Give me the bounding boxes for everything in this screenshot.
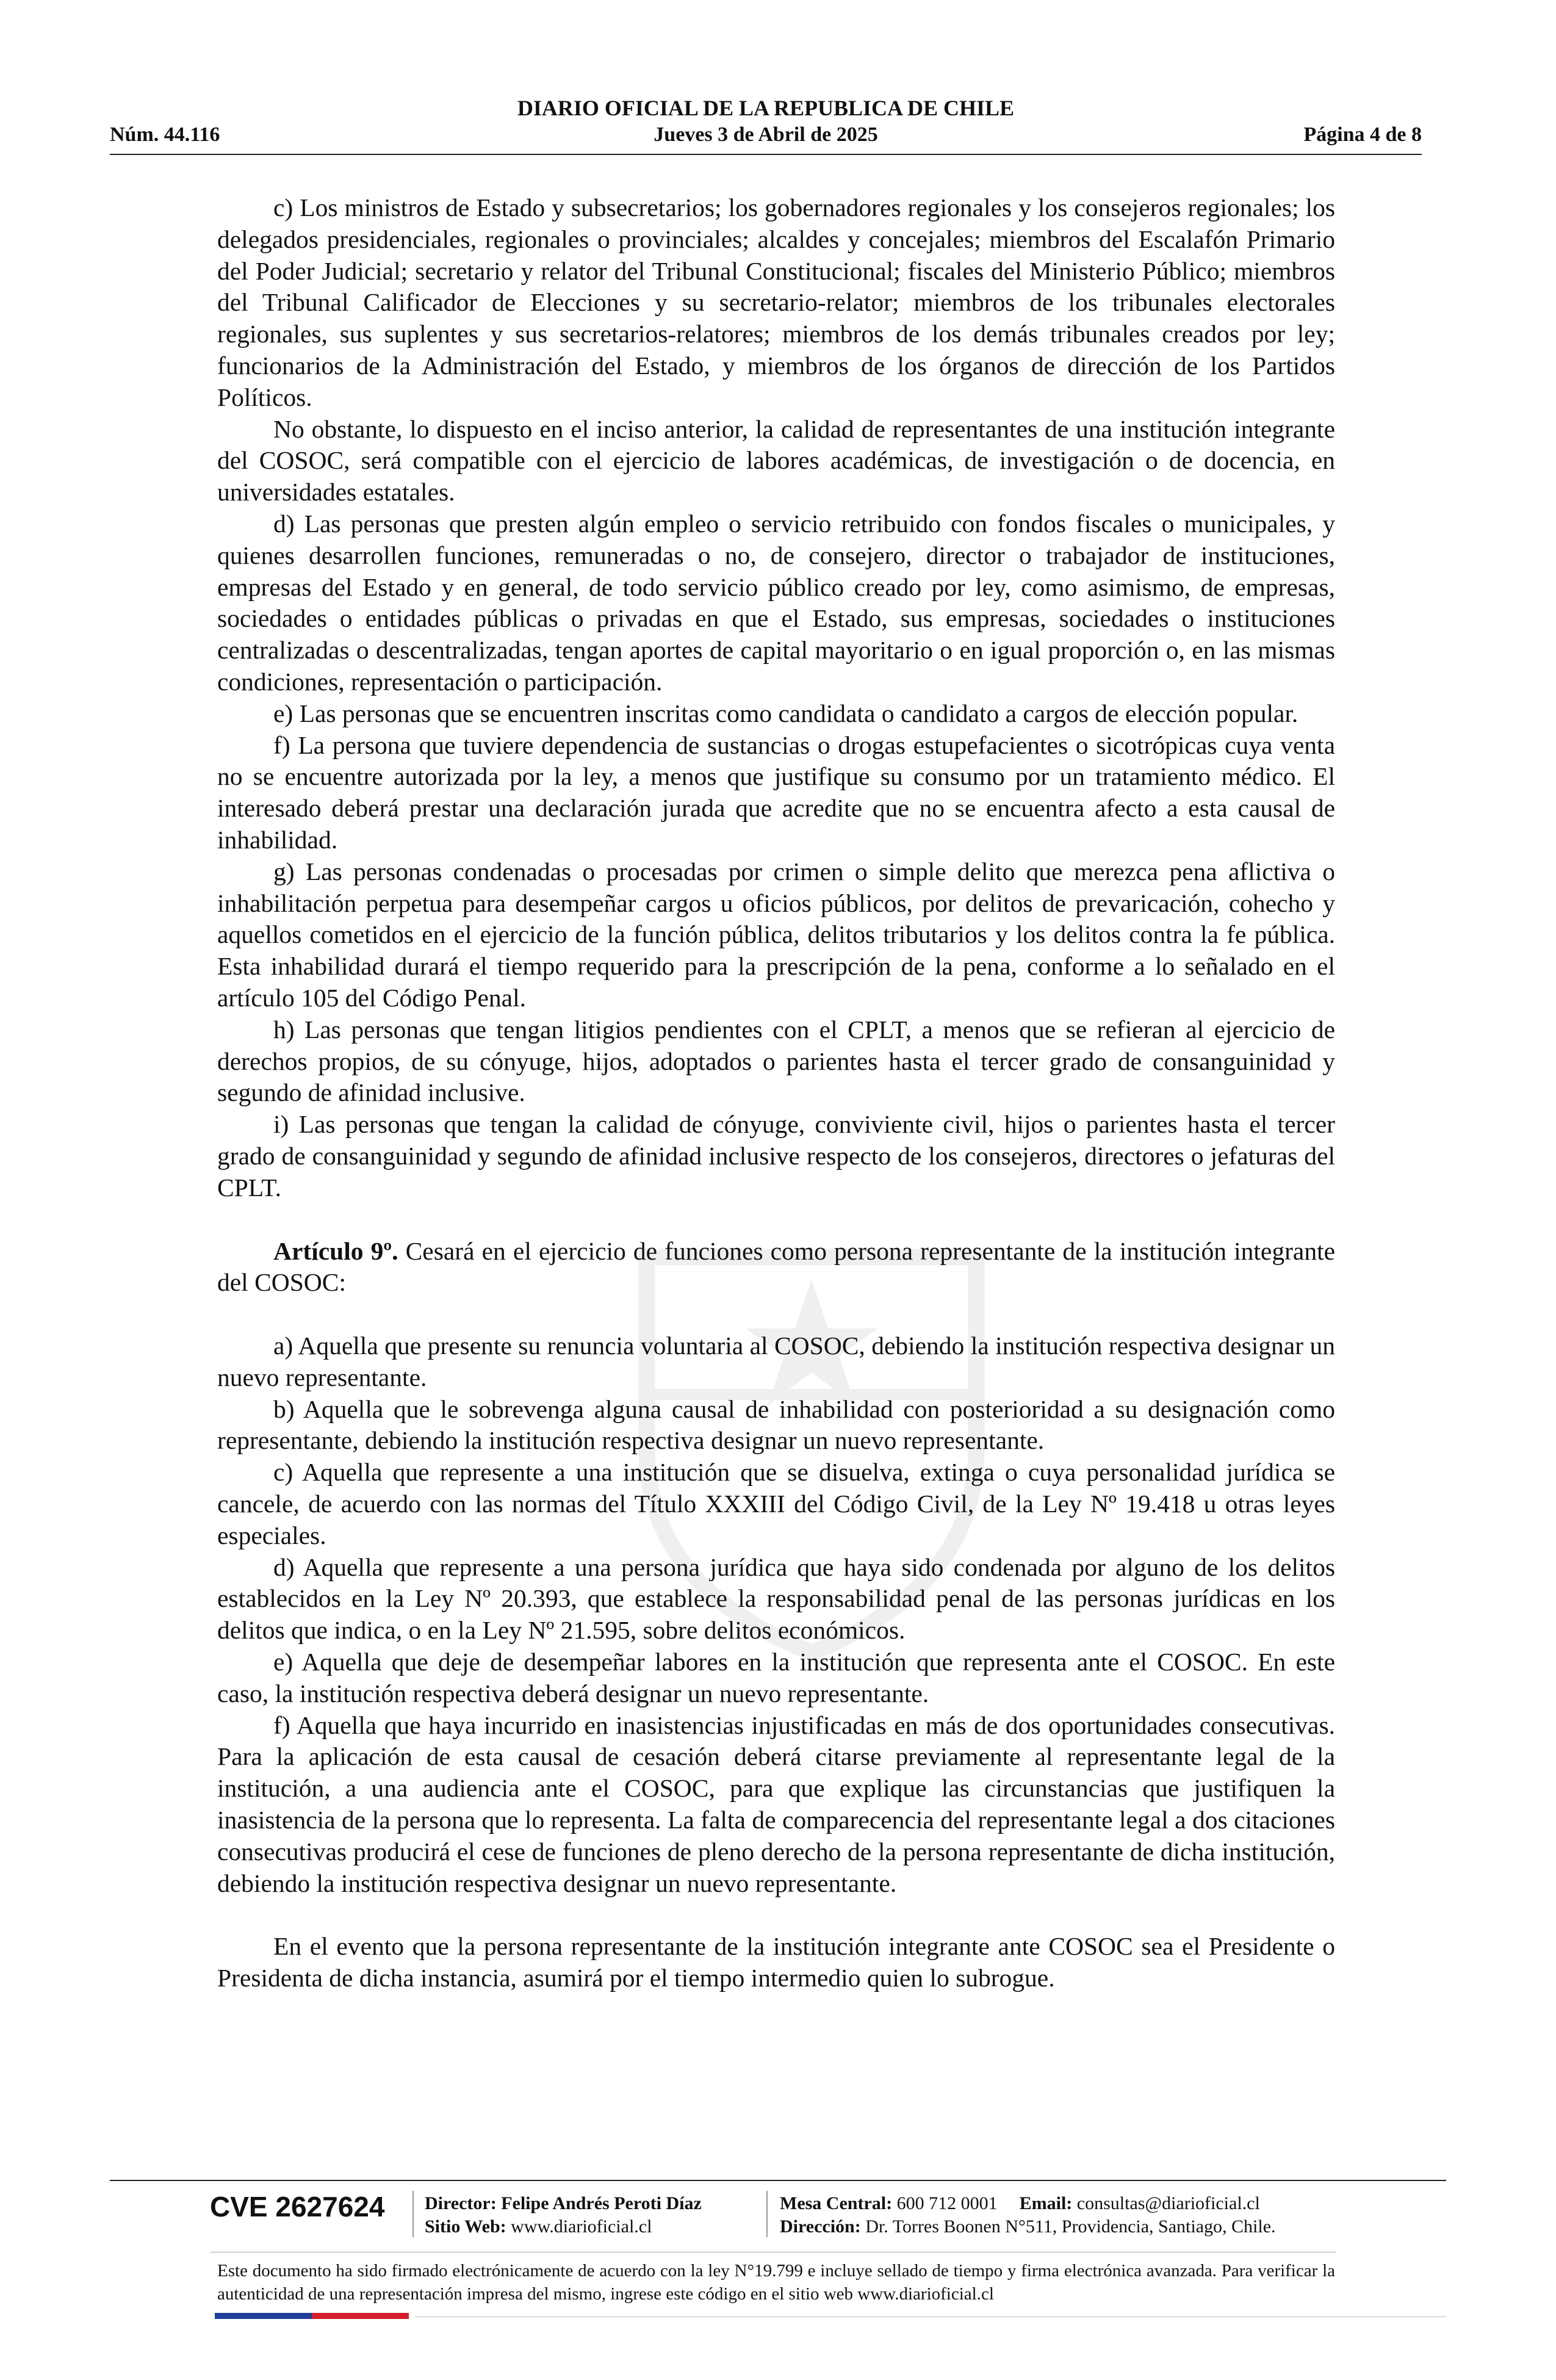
mesa-label: Mesa Central: <box>780 2193 893 2213</box>
gazette-title: DIARIO OFICIAL DE LA REPUBLICA DE CHILE <box>517 96 1015 120</box>
flag-red-segment <box>312 2313 409 2319</box>
issue-date: Jueves 3 de Abril de 2025 <box>654 123 878 146</box>
footer-separator <box>766 2191 768 2237</box>
cessation-e: e) Aquella que deje de desempeñar labores en la institución que representa ante el COSOC. En este caso, la institución respectiva deberá designar un nuevo representante. <box>217 1648 1335 1707</box>
page-header <box>110 93 1422 155</box>
footer-director-block <box>425 2192 702 2238</box>
director-label: Director: <box>425 2193 497 2213</box>
article-9-intro <box>217 1236 1335 1299</box>
paragraph-e: e) Las personas que se encuentren inscritas como candidata o candidato a cargos de elección popular. <box>273 699 1298 727</box>
article-9-heading: Artículo 9º. <box>273 1236 398 1265</box>
paragraph-d: d) Las personas que presten algún empleo o servicio retribuido con fondos fiscales o municipales, y quienes desarrollen funciones, remuneradas o no, de consejero, director o trabajador de instituciones, empresas del Estado y en general, de todo servicio público creado por ley, como asimismo, de empresas, sociedades o entidades públicas o privadas en que el Estado, sus empresas, sociedades o instituciones centralizadas o descentralizadas, tengan aportes de capital mayoritario o en igual proporción o, en las mismas condiciones, representación o participación. <box>217 509 1335 696</box>
email-link[interactable]: consultas@diarioficial.cl <box>1076 2193 1260 2213</box>
footer-separator <box>412 2191 414 2237</box>
website-link[interactable]: www.diarioficial.cl <box>511 2216 652 2237</box>
flag-blue-segment <box>215 2313 312 2319</box>
paragraph-f: f) La persona que tuviere dependencia de sustancias o drogas estupefacientes o sicotrópicas cuya venta no se encuentre autorizada por la ley, a menos que justifique su consumo por un tratamiento médico. El interesado deberá prestar una declaración jurada que acredite que no se encuentra afecto a esta causal de inhabilidad. <box>217 730 1335 854</box>
flag-color-bar <box>215 2313 409 2319</box>
paragraph-h: h) Las personas que tengan litigios pendientes con el CPLT, a menos que se refieran al ejercicio de derechos propios, de su cónyuge, hijos, adoptados o parientes hasta el tercer grado de consanguinidad y segundo de afinidad inclusive. <box>217 1015 1335 1107</box>
article-9-text: Cesará en el ejercicio de funciones como persona representante de la institución integrante del COSOC: <box>217 1236 1336 1297</box>
cessation-b: b) Aquella que le sobrevenga alguna causal de inhabilidad con posterioridad a su designación como representante, debiendo la institución respectiva designar un nuevo representante. <box>217 1394 1335 1455</box>
paragraph-exception: No obstante, lo dispuesto en el inciso anterior, la calidad de representantes de una institución integrante del COSOC, será compatible con el ejercicio de labores académicas, de investigación o de docencia, en universidades estatales. <box>217 414 1335 507</box>
footer-divider <box>110 2180 1446 2181</box>
page-indicator: Página 4 de 8 <box>1303 123 1422 146</box>
cessation-f: f) Aquella que haya incurrido en inasistencias injustificadas en más de dos oportunidades consecutivas. Para la aplicación de esta causal de cesación deberá citarse previamente al representante legal de la institución, a una audiencia ante el COSOC, para que explique las circunstancias que justifiquen la inasistencia de la persona que lo representa. La falta de comparecencia del representante legal a dos citaciones consecutivas producirá el cese de funciones de pleno derecho de la persona representante de dicha institución, debiendo la institución respectiva designar un nuevo representante. <box>217 1711 1335 1897</box>
cve-code: CVE 2627624 <box>210 2191 385 2223</box>
cessation-d: d) Aquella que represente a una persona jurídica que haya sido condenada por alguno de los delitos establecidos en la Ley Nº 20.393, que establece la responsabilidad penal de las personas jurídicas en los delitos que indica, o en la Ley Nº 21.595, sobre delitos económicos. <box>217 1552 1335 1645</box>
cessation-a: a) Aquella que presente su renuncia voluntaria al COSOC, debiendo la institución respectiva designar un nuevo representante. <box>217 1332 1335 1391</box>
address-value: Dr. Torres Boonen N°511, Providencia, Santiago, Chile. <box>865 2216 1276 2237</box>
legal-notice: Este documento ha sido firmado electrónicamente de acuerdo con la ley N°19.799 e incluye sellado de tiempo y firma electrónica avanzada. Para verificar la autenticidad de una representación impresa del mismo, ingrese este código en el sitio web www.diarioficial.cl <box>217 2261 1335 2304</box>
website-label: Sitio Web: <box>425 2216 506 2237</box>
paragraph-i: i) Las personas que tengan la calidad de cónyuge, conviviente civil, hijos o parientes hasta el tercer grado de consanguinidad y segundo de afinidad inclusive respecto de los consejeros, directores o jefaturas del CPLT. <box>217 1110 1335 1202</box>
final-paragraph: En el evento que la persona representante de la institución integrante ante COSOC sea el Presidente o Presidenta de dicha instancia, asumirá por el tiempo intermedio quien lo subrogue. <box>217 1932 1335 1992</box>
cessation-c: c) Aquella que represente a una institución que se disuelva, extinga o cuya personalidad jurídica se cancele, de acuerdo con las normas del Título XXXIII del Código Civil, de la Ley Nº 19.418 u otras leyes especiales. <box>217 1458 1335 1549</box>
issue-number: Núm. 44.116 <box>110 123 220 146</box>
mesa-phone: 600 712 0001 <box>896 2193 998 2213</box>
email-label: Email: <box>1019 2193 1073 2213</box>
director-name: Felipe Andrés Peroti Díaz <box>501 2193 702 2213</box>
footer-contact-block <box>780 2192 1276 2238</box>
paragraph-c: c) Los ministros de Estado y subsecretarios; los gobernadores regionales y los consejeros regionales; los delegados presidenciales, regionales o provinciales; alcaldes y concejales; miembros del Escalafón Primario del Poder Judicial; secretario y relator del Tribunal Constitucional; fiscales del Ministerio Público; miembros del Tribunal Calificador de Elecciones y su secretario-relator; miembros de los tribunales electorales regionales, sus suplentes y sus secretarios-relatores; miembros de los demás tribunales creados por ley; funcionarios de la Administración del Estado, y miembros de los órganos de dirección de los Partidos Políticos. <box>217 193 1335 411</box>
address-label: Dirección: <box>780 2216 861 2237</box>
paragraph-g: g) Las personas condenadas o procesadas por crimen o simple delito que merezca pena aflictiva o inhabilitación perpetua para desempeñar cargos u oficios públicos, por delitos de prevaricación, cohecho y aquellos cometidos en el ejercicio de la función pública, delitos tributarios y los delitos contra la fe pública. Esta inhabilidad durará el tiempo requerido para la prescripción de la pena, conforme a lo señalado en el artículo 105 del Código Penal. <box>217 857 1335 1012</box>
article-body <box>217 192 1335 1994</box>
